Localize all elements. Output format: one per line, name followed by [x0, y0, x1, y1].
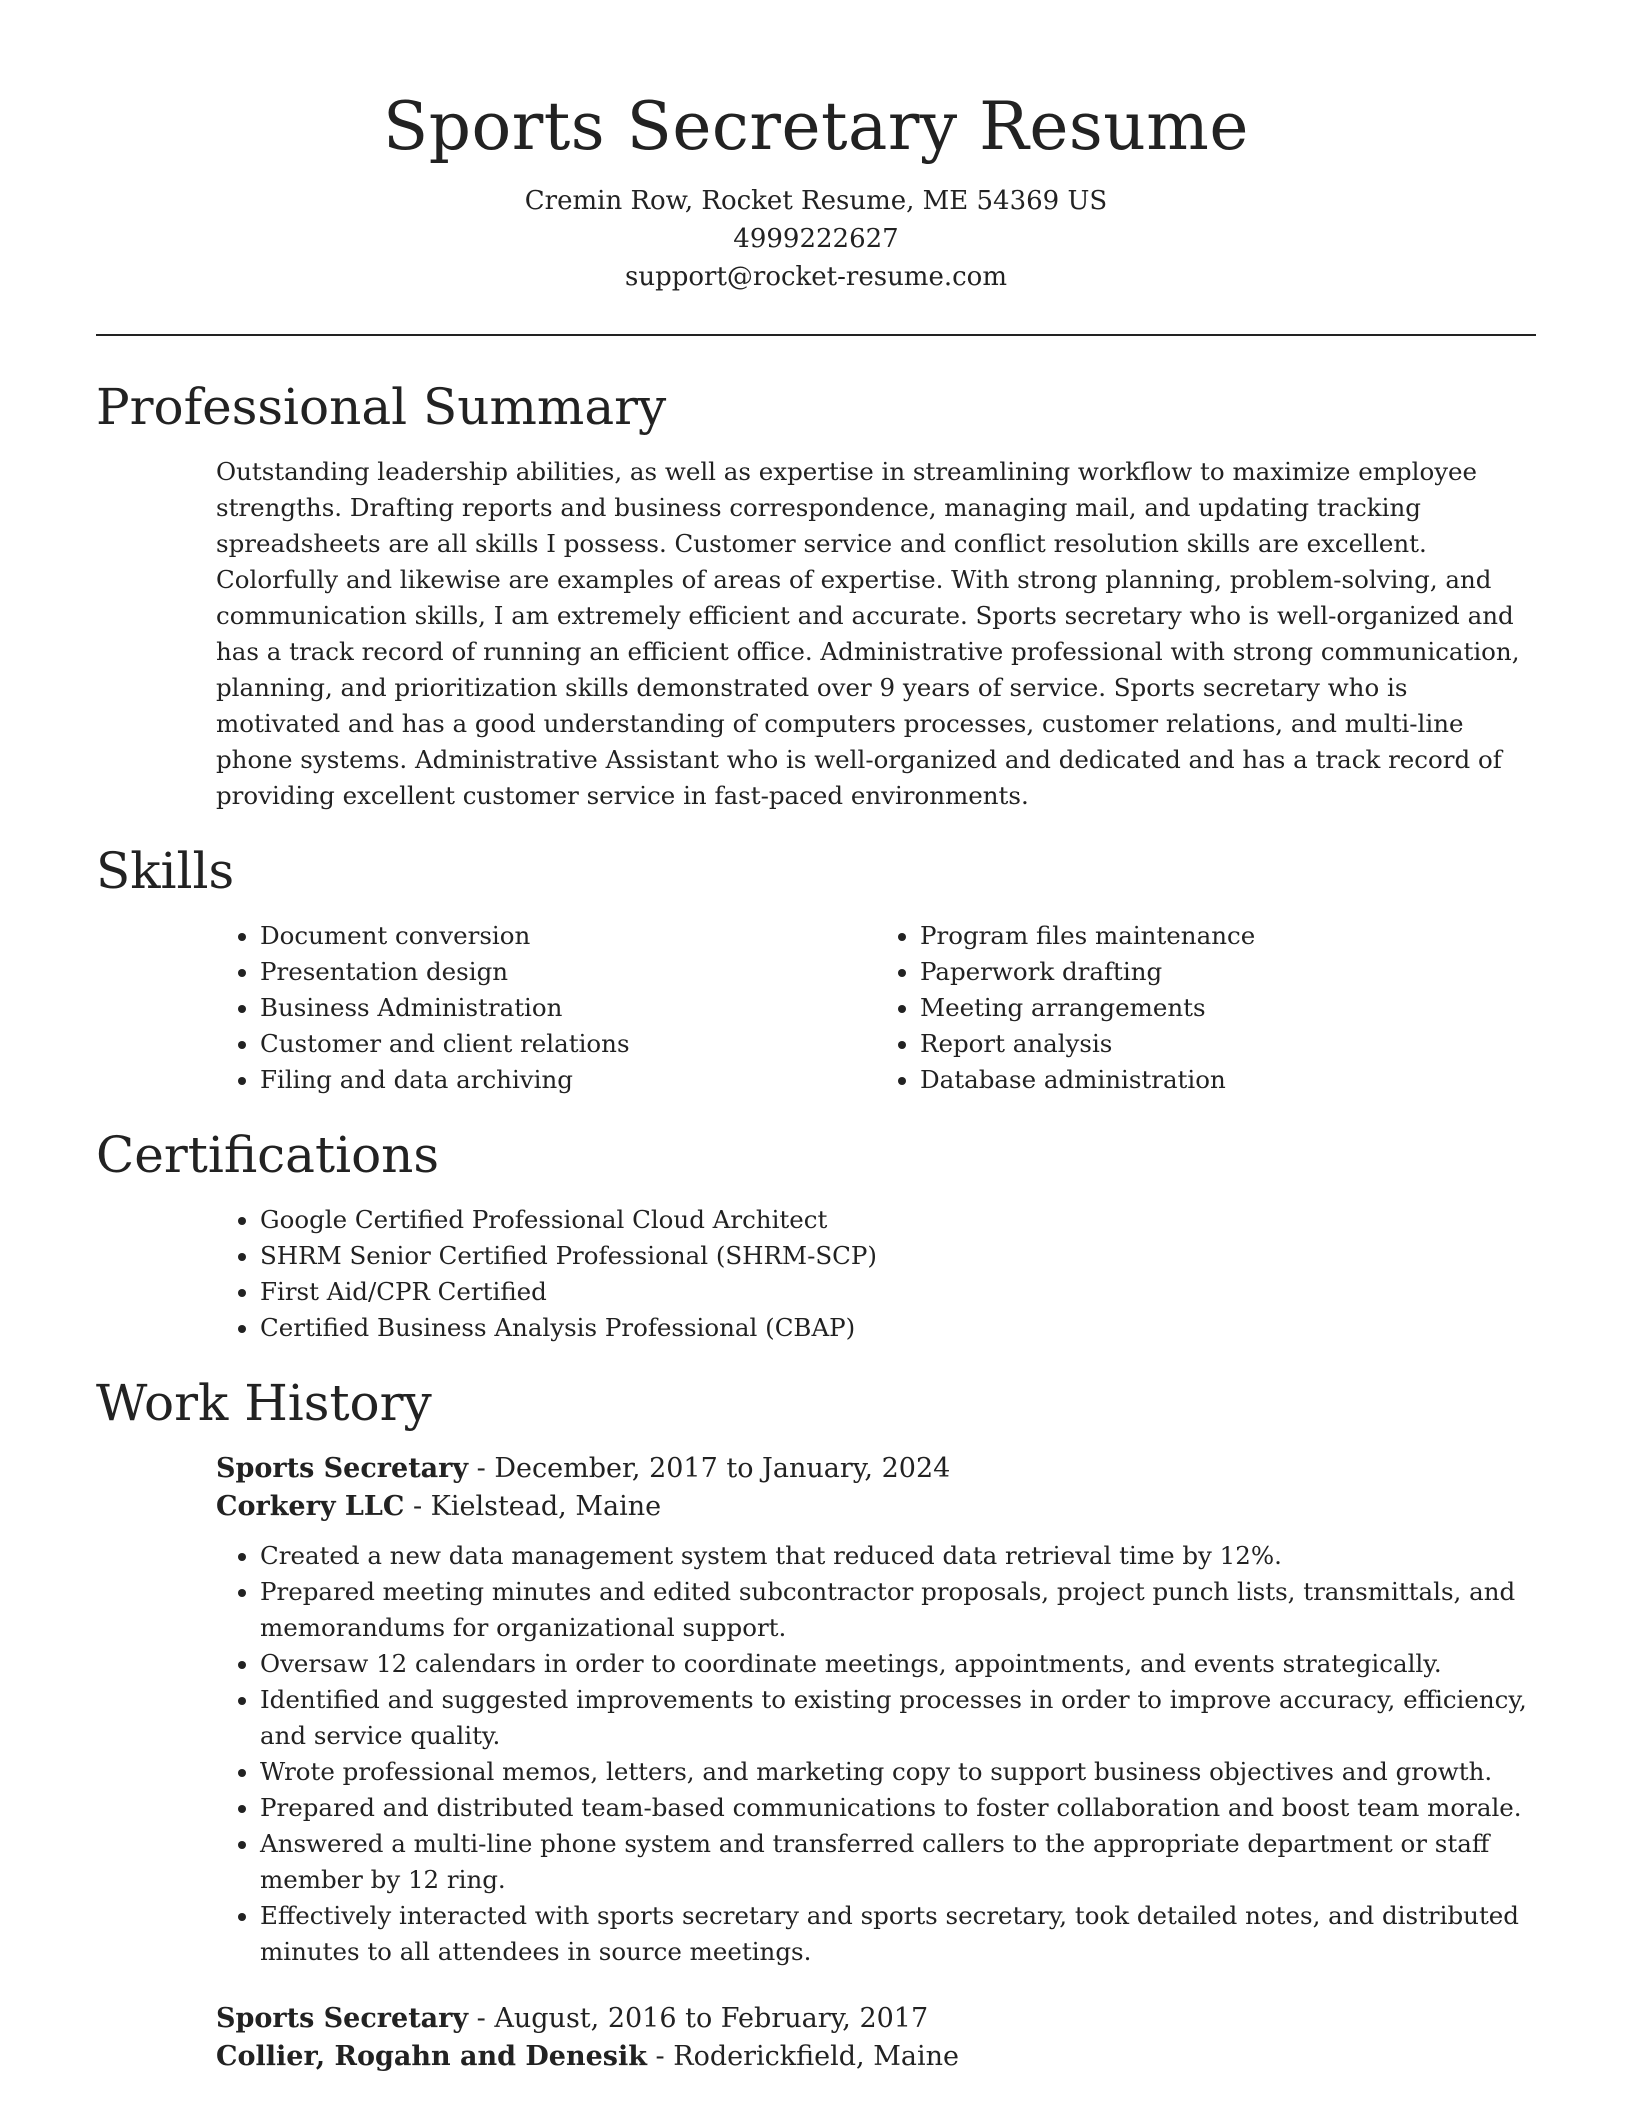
job-location: - Kielstead, Maine: [404, 1491, 662, 1522]
skill-item: • Document conversion: [260, 918, 876, 954]
contact-phone: 4999222627: [733, 224, 899, 254]
skills-section: [96, 836, 1536, 1098]
job-entry: [216, 1450, 1536, 1970]
job-bullet: • Identified and suggested improvements to existing processes in order to improve accuracy, efficiency, and service quality.: [260, 1682, 1536, 1754]
certifications-list: [216, 1202, 1536, 1346]
contact-email: support@rocket-resume.com: [624, 262, 1007, 292]
job-role: Sports Secretary: [216, 1453, 469, 1484]
job-title-line: [216, 2000, 1536, 2038]
professional-summary-section: [96, 372, 1536, 814]
skill-item: • Presentation design: [260, 954, 876, 990]
job-bullet: • Created a new data management system that reduced data retrieval time by 12%.: [260, 1538, 1536, 1574]
skills-list-left: [216, 918, 876, 1098]
job-company-line: [216, 1488, 1536, 1526]
certification-item: • Google Certified Professional Cloud Architect: [260, 1202, 1536, 1238]
certification-item: • SHRM Senior Certified Professional (SHRM-SCP): [260, 1238, 1536, 1274]
job-bullet: • Prepared meeting minutes and edited subcontractor proposals, project punch lists, transmittals, and memorandums for organizational support.: [260, 1574, 1536, 1646]
certification-item: • Certified Business Analysis Professional (CBAP): [260, 1310, 1536, 1346]
section-title-work-history: Work History: [96, 1374, 432, 1432]
job-bullet: • Answered a multi-line phone system and transferred callers to the appropriate department or staff member by 12 ring.: [260, 1826, 1536, 1898]
page-title: Sports Secretary Resume: [383, 88, 1249, 165]
header-divider: [96, 334, 1536, 336]
skill-item: • Paperwork drafting: [920, 954, 1536, 990]
job-bullet: • Effectively interacted with sports secretary and sports secretary, took detailed notes, and distributed minutes to all attendees in source meetings.: [260, 1898, 1536, 1970]
skill-item: • Meeting arrangements: [920, 990, 1536, 1026]
skill-item: • Filing and data archiving: [260, 1062, 876, 1098]
job-company: Collier, Rogahn and Denesik: [216, 2041, 647, 2072]
job-entry: [216, 2000, 1536, 2076]
section-title-certifications: Certifications: [96, 1126, 440, 1184]
resume-header: [96, 0, 1536, 296]
section-title-skills: Skills: [96, 842, 235, 900]
skill-item: • Customer and client relations: [260, 1026, 876, 1062]
job-bullet: • Oversaw 12 calendars in order to coordinate meetings, appointments, and events strategically.: [260, 1646, 1536, 1682]
certifications-section: [96, 1120, 1536, 1346]
job-role: Sports Secretary: [216, 2003, 469, 2034]
skills-list-right: [876, 918, 1536, 1098]
job-company: Corkery LLC: [216, 1491, 405, 1522]
job-bullet: • Prepared and distributed team-based communications to foster collaboration and boost team morale.: [260, 1790, 1536, 1826]
skill-item: • Database administration: [920, 1062, 1536, 1098]
job-company-line: [216, 2038, 1536, 2076]
contact-info: [96, 182, 1536, 296]
skills-grid: [216, 918, 1536, 1098]
skill-item: • Program files maintenance: [920, 918, 1536, 954]
job-bullets: [216, 1538, 1536, 1970]
summary-text: Outstanding leadership abilities, as well as expertise in streamlining workflow to maximize employee strengths. Drafting reports and business correspondence, managing mail, and updating tracking spreadsheets are all skills I possess. Customer service and conflict resolution skills are excellent. Colorfully and likewise are examples of areas of expertise. With strong planning, problem-solving, and communication skills, I am extremely efficient and accurate. Sports secretary who is well-organized and has a track record of running an efficient office. Administrative professional with strong communication, planning, and prioritization skills demonstrated over 9 years of service. Sports secretary who is motivated and has a good understanding of computers processes, customer relations, and multi-line phone systems. Administrative Assistant who is well-organized and dedicated and has a track record of providing excellent customer service in fast-paced environments.: [216, 457, 1520, 810]
job-bullet: • Wrote professional memos, letters, and marketing copy to support business objectives and growth.: [260, 1754, 1536, 1790]
job-title-line: [216, 1450, 1536, 1488]
certification-item: • First Aid/CPR Certified: [260, 1274, 1536, 1310]
job-dates: - December, 2017 to January, 2024: [468, 1453, 951, 1484]
skill-item: • Business Administration: [260, 990, 876, 1026]
section-title-summary: Professional Summary: [96, 378, 667, 436]
work-history-section: [96, 1368, 1536, 2076]
contact-address: Cremin Row, Rocket Resume, ME 54369 US: [524, 186, 1108, 216]
job-dates: - August, 2016 to February, 2017: [468, 2003, 929, 2034]
skill-item: • Report analysis: [920, 1026, 1536, 1062]
job-location: - Roderickfield, Maine: [646, 2041, 959, 2072]
